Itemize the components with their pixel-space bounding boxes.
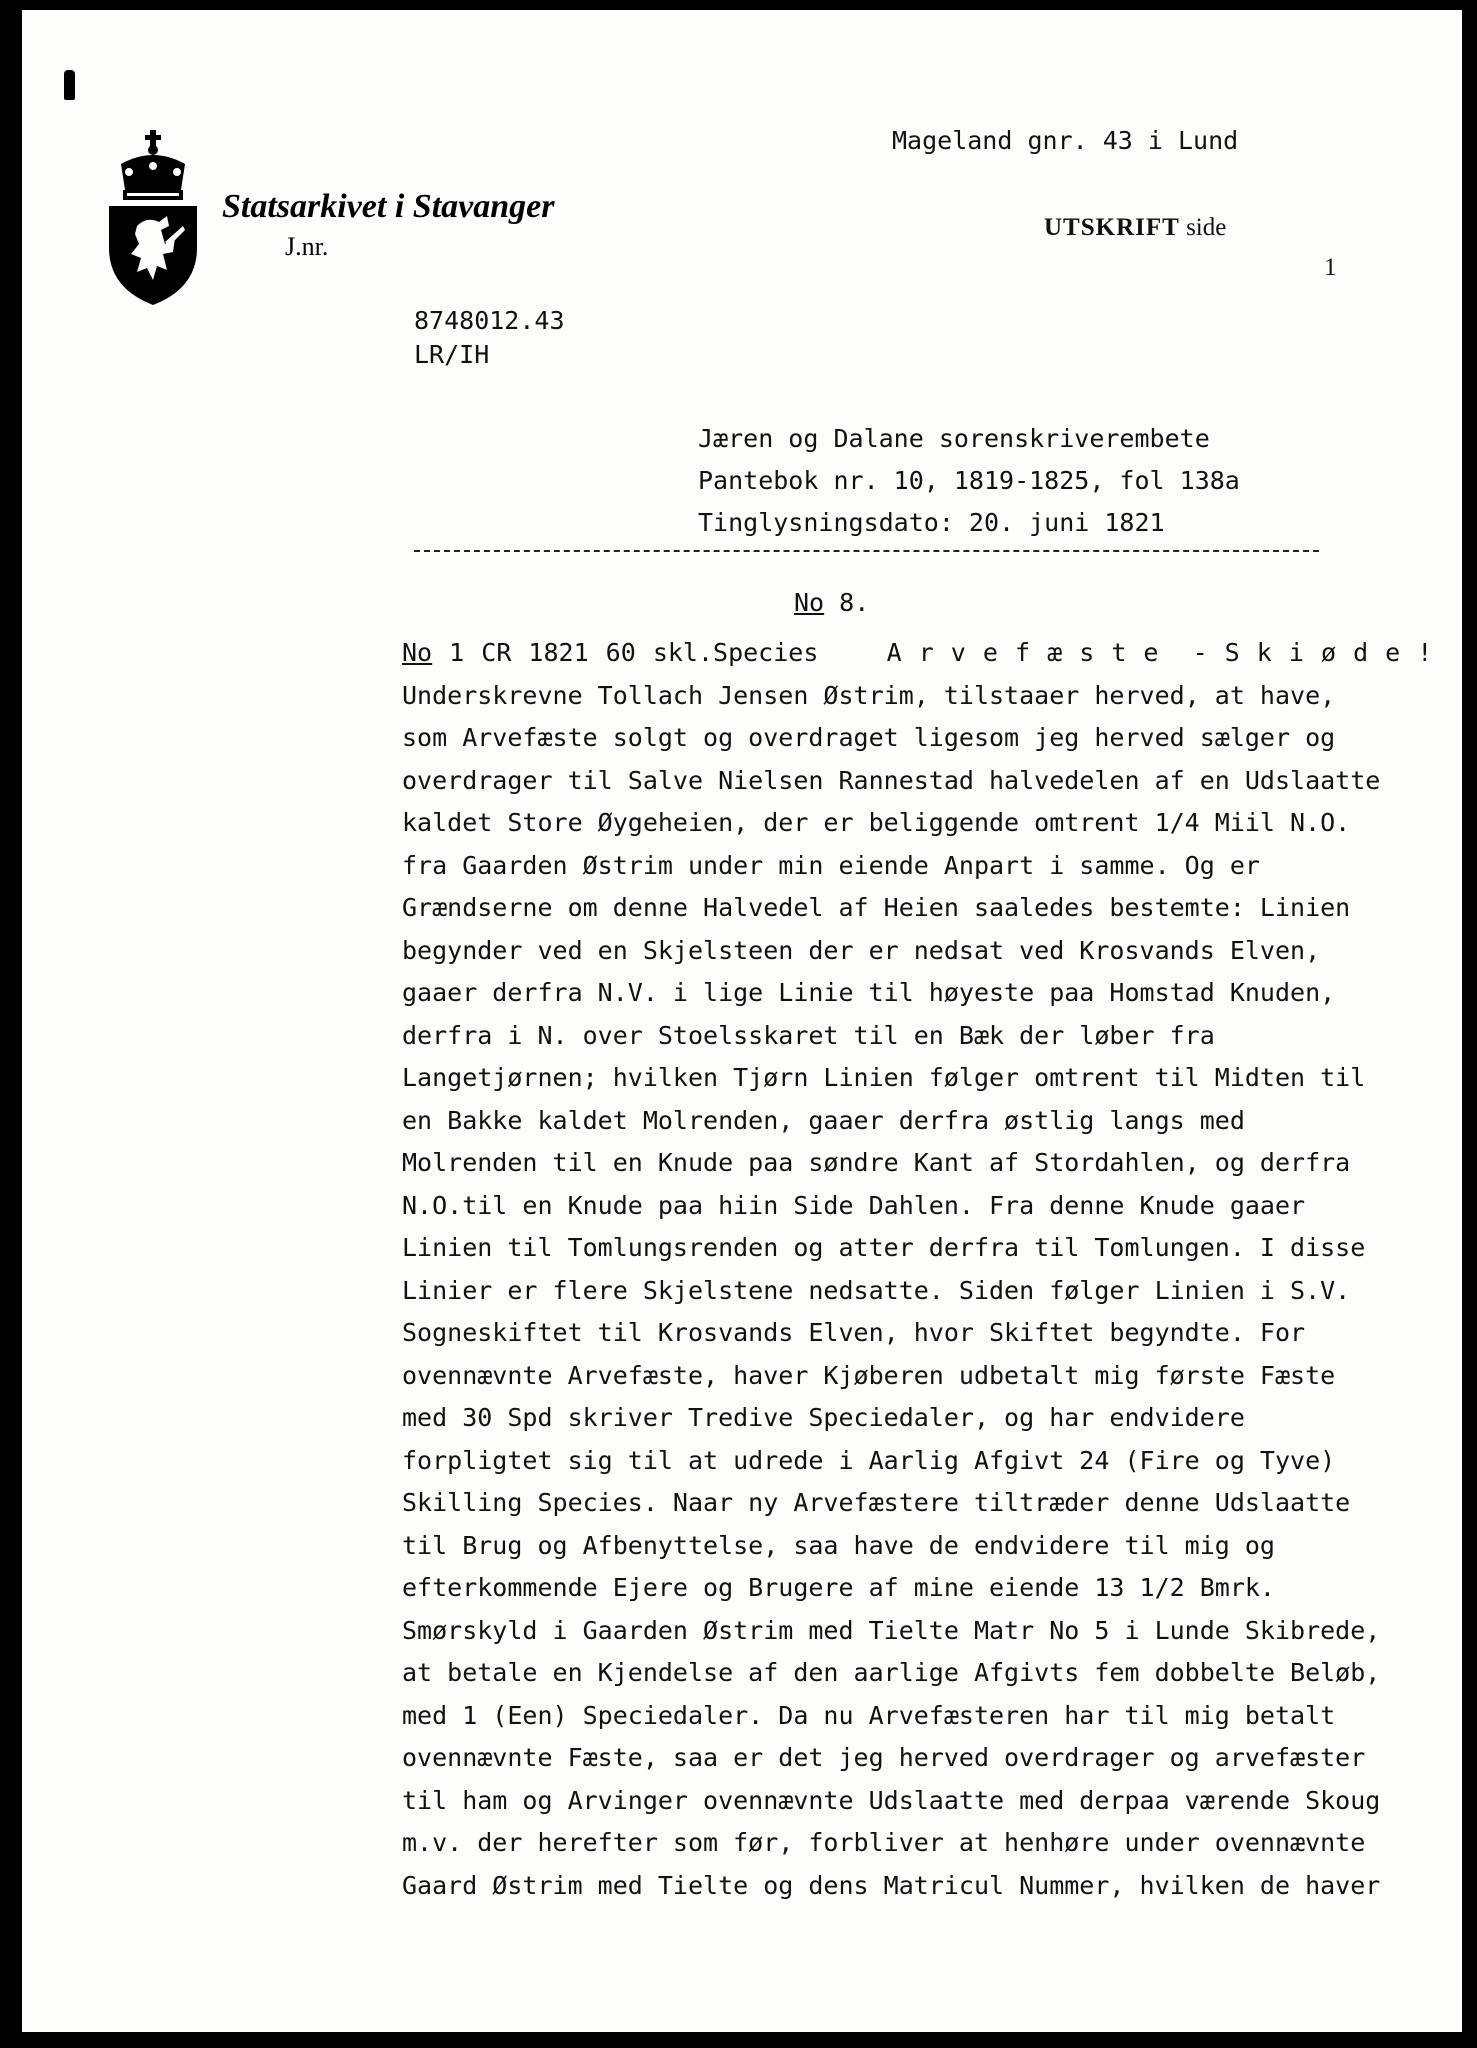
- deed-line: derfra i N. over Stoelsskaret til en Bæk der løber fra: [402, 1020, 1215, 1050]
- deed-line: Linier er flere Skjelstene nedsatte. Siden følger Linien i S.V.: [402, 1275, 1351, 1305]
- deed-line: at betale en Kjendelse af den aarlige Afgivts fem dobbelte Beløb,: [402, 1658, 1381, 1687]
- source-book: Pantebok nr. 10, 1819-1825, fol 138a: [698, 466, 1240, 495]
- dashed-divider: [414, 550, 1319, 552]
- deed-line: Underskrevne Tollach Jensen Østrim, tilstaaer herved, at have,: [402, 680, 1336, 710]
- source-office: Jæren og Dalane sorenskriverembete: [698, 424, 1210, 453]
- document-page: [22, 10, 1462, 2032]
- deed-line: efterkommende Ejere og Brugere af mine eiende 13 1/2 Bmrk.: [402, 1573, 1275, 1602]
- reference-block: [414, 304, 565, 372]
- deed-line: N.O.til en Knude paa hiin Side Dahlen. Fra denne Knude gaaer: [402, 1190, 1306, 1220]
- deed-first-line: [402, 632, 1433, 675]
- deed-first-rest: 1 CR 1821 60 skl.Species A r v e f æ s t e - S k i ø d e !: [432, 638, 1433, 667]
- utskrift-heading: [1044, 214, 1226, 242]
- deed-line: med 30 Spd skriver Tredive Speciedaler, og har endvidere: [402, 1403, 1245, 1432]
- coat-of-arms-icon: [107, 130, 199, 305]
- entry-no-value: 8.: [824, 588, 870, 617]
- deed-line: som Arvefæste solgt og overdraget ligesom jeg herved sælger og: [402, 723, 1336, 752]
- deed-line: begynder ved en Skjelsteen der er nedsat ved Krosvands Elven,: [402, 935, 1321, 965]
- deed-text: [402, 632, 1433, 1907]
- deed-line: en Bakke kaldet Molrenden, gaaer derfra østlig langs med: [402, 1105, 1245, 1135]
- deed-line: til ham og Arvinger ovennævnte Udslaatte med derpaa værende Skoug: [402, 1785, 1381, 1815]
- institution-name: Statsarkivet i Stavanger: [222, 188, 555, 225]
- page-title: Mageland gnr. 43 i Lund: [892, 126, 1239, 155]
- deed-line: Gaard Østrim med Tielte og dens Matricul Nummer, hvilken de haver: [402, 1870, 1381, 1900]
- side-label: side: [1186, 214, 1227, 241]
- deed-line: ovennævnte Arvefæste, haver Kjøberen udbetalt mig første Fæste: [402, 1360, 1336, 1390]
- deed-line: til Brug og Afbenyttelse, saa have de endvidere til mig og: [402, 1530, 1275, 1560]
- source-block: [698, 418, 1240, 544]
- deed-line: kaldet Store Øygeheien, der er beliggende omtrent 1/4 Miil N.O.: [402, 808, 1351, 837]
- registration-date: Tinglysningsdato: 20. juni 1821: [698, 508, 1165, 537]
- deed-line: fra Gaarden Østrim under min eiende Anpart i samme. Og er: [402, 850, 1260, 880]
- deed-line: overdrager til Salve Nielsen Rannestad halvedelen af en Udslaatte: [402, 765, 1381, 795]
- page-number: 1: [1324, 254, 1337, 281]
- deed-line: Grændserne om denne Halvedel af Heien saaledes bestemte: Linien: [402, 893, 1351, 922]
- entry-no-prefix: No: [794, 588, 825, 617]
- reference-number: 8748012.43: [414, 306, 565, 335]
- deed-line: Smørskyld i Gaarden Østrim med Tielte Matr No 5 i Lunde Skibrede,: [402, 1615, 1381, 1645]
- deed-first-no: No: [402, 638, 433, 667]
- deed-line: m.v. der herefter som før, forbliver at henhøre under ovennævnte: [402, 1828, 1366, 1857]
- deed-line: Molrenden til en Knude paa søndre Kant af Stordahlen, og derfra: [402, 1148, 1351, 1177]
- journal-number-label: J.nr.: [285, 232, 329, 261]
- initials: LR/IH: [414, 340, 490, 369]
- deed-line: Sogneskiftet til Krosvands Elven, hvor Skiftet begyndte. For: [402, 1318, 1306, 1347]
- deed-line: Skilling Species. Naar ny Arvefæstere tiltræder denne Udslaatte: [402, 1488, 1351, 1517]
- deed-line: Langetjørnen; hvilken Tjørn Linien følger omtrent til Midten til: [402, 1063, 1366, 1092]
- punch-hole-mark: [64, 70, 75, 100]
- deed-line: med 1 (Een) Speciedaler. Da nu Arvefæsteren har til mig betalt: [402, 1700, 1336, 1730]
- deed-line: Linien til Tomlungsrenden og atter derfra til Tomlungen. I disse: [402, 1233, 1366, 1262]
- entry-number: [794, 588, 869, 617]
- deed-line: gaaer derfra N.V. i lige Linie til høyeste paa Homstad Knuden,: [402, 978, 1336, 1007]
- utskrift-label: UTSKRIFT: [1044, 214, 1180, 241]
- deed-lines: [402, 675, 1381, 1908]
- deed-line: forpligtet sig til at udrede i Aarlig Afgivt 24 (Fire og Tyve): [402, 1445, 1336, 1475]
- deed-line: ovennævnte Fæste, saa er det jeg herved overdrager og arvefæster: [402, 1743, 1366, 1772]
